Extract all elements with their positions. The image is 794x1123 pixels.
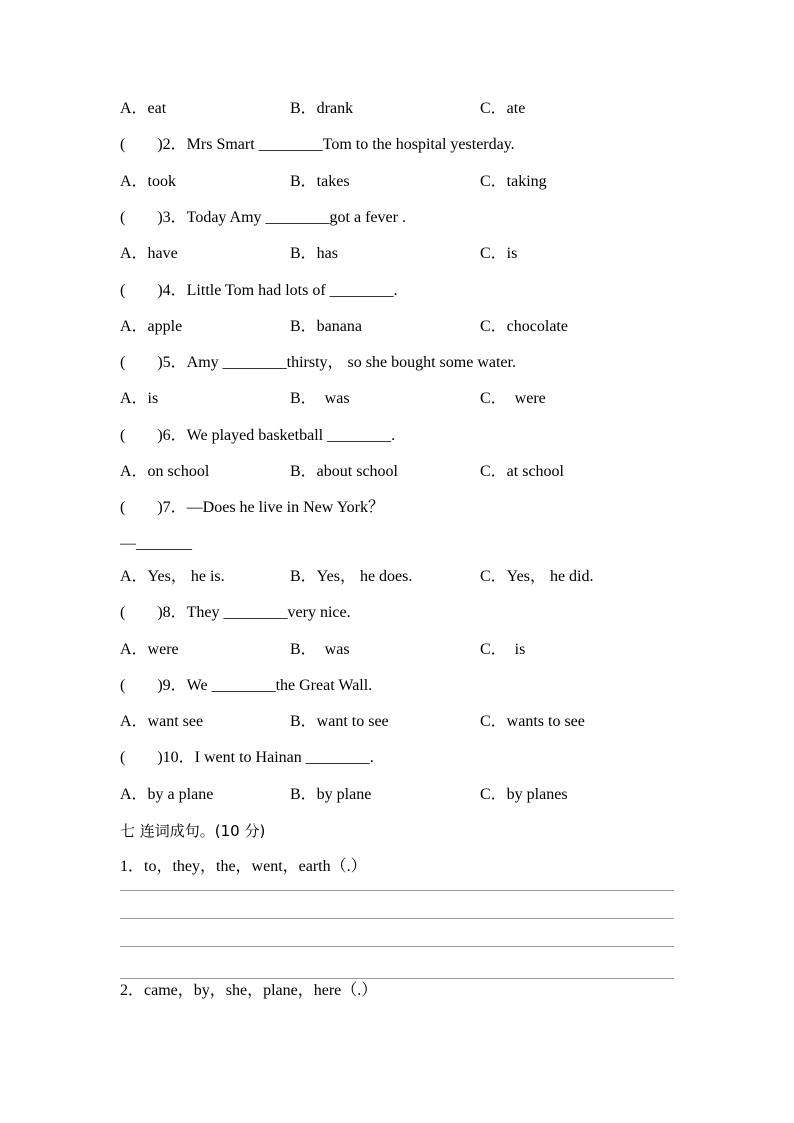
q2-option-c: C．taking	[480, 173, 547, 190]
question-7: ( )7．—Does he live in New York？	[120, 499, 384, 516]
answer-line-3[interactable]	[120, 946, 674, 947]
q1-option-b: B．drank	[290, 100, 354, 117]
q6-option-a: A．on school	[120, 463, 210, 480]
q9-option-a: A．want see	[120, 713, 204, 730]
section-title: 七 连词成句。(10 分)	[120, 822, 266, 840]
sentence-2-prompt: 2．came，by，she，plane，here（.）	[120, 982, 378, 999]
q10-option-c: C．by planes	[480, 786, 568, 803]
q10-option-b: B．by plane	[290, 786, 372, 803]
q7-option-a: A．Yes， he is.	[120, 568, 225, 585]
question-9: ( )9．We ________the Great Wall.	[120, 677, 373, 694]
question-4: ( )4．Little Tom had lots of ________.	[120, 282, 398, 299]
q6-option-b: B．about school	[290, 463, 398, 480]
sentence-1-prompt: 1．to，they，the，went，earth（.）	[120, 858, 367, 875]
q7-option-c: C．Yes， he did.	[480, 568, 594, 585]
q8-option-a: A．were	[120, 641, 179, 658]
question-3: ( )3．Today Amy ________got a fever .	[120, 209, 406, 226]
question-2: ( )2．Mrs Smart ________Tom to the hospital yesterday.	[120, 136, 515, 153]
q5-option-c: C． were	[480, 390, 546, 407]
q4-option-b: B．banana	[290, 318, 362, 335]
q3-option-b: B．has	[290, 245, 339, 262]
answer-line-2[interactable]	[120, 918, 674, 919]
q8-option-c: C． is	[480, 641, 526, 658]
q4-option-a: A．apple	[120, 318, 183, 335]
q2-option-b: B．takes	[290, 173, 350, 190]
question-5: ( )5．Amy ________thirsty， so she bought some water.	[120, 354, 516, 371]
q9-option-c: C．wants to see	[480, 713, 585, 730]
q9-option-b: B．want to see	[290, 713, 389, 730]
q4-option-c: C．chocolate	[480, 318, 568, 335]
q1-option-a: A．eat	[120, 100, 167, 117]
answer-line-4[interactable]	[120, 978, 674, 979]
q7-answer-line: —_______	[120, 535, 192, 552]
question-10: ( )10．I went to Hainan ________.	[120, 749, 374, 766]
q3-option-c: C．is	[480, 245, 518, 262]
q1-option-c: C．ate	[480, 100, 526, 117]
q2-option-a: A．took	[120, 173, 177, 190]
q7-option-b: B．Yes， he does.	[290, 568, 413, 585]
q5-option-a: A．is	[120, 390, 159, 407]
q3-option-a: A．have	[120, 245, 178, 262]
answer-line-1[interactable]	[120, 890, 674, 891]
q10-option-a: A．by a plane	[120, 786, 214, 803]
q6-option-c: C．at school	[480, 463, 564, 480]
question-8: ( )8．They ________very nice.	[120, 604, 351, 621]
q8-option-b: B． was	[290, 641, 350, 658]
question-6: ( )6．We played basketball ________.	[120, 427, 396, 444]
q5-option-b: B． was	[290, 390, 350, 407]
